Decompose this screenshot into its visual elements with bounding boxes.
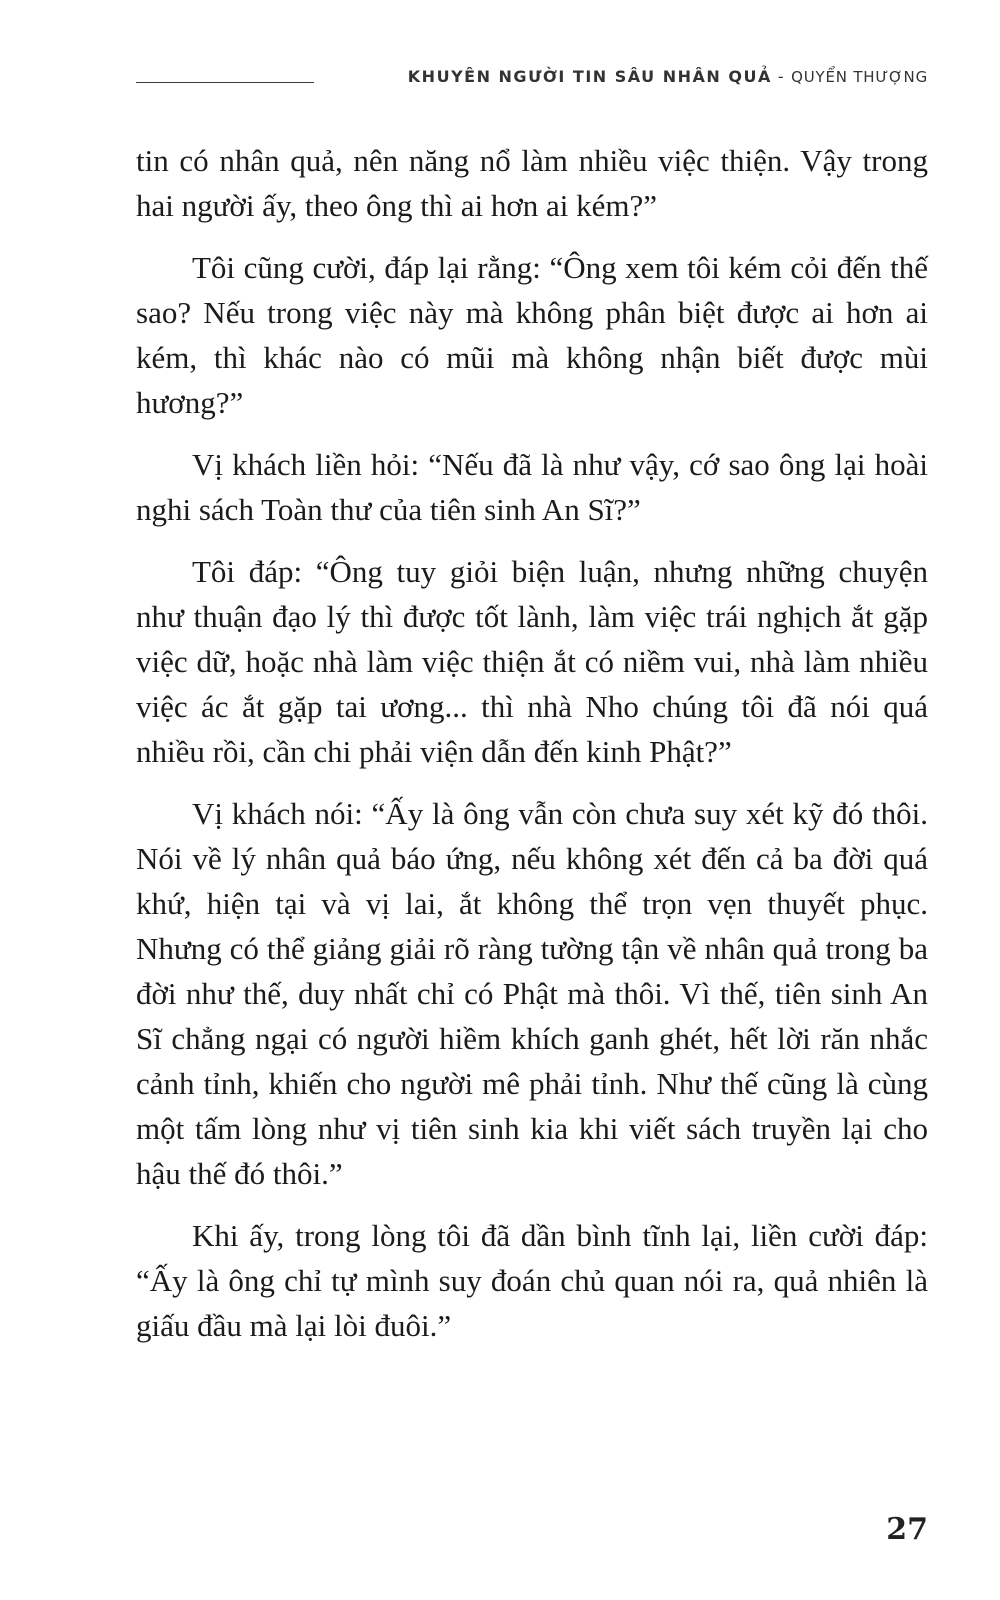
paragraph: tin có nhân quả, nên năng nổ làm nhiều việc thiện. Vậy trong hai người ấy, theo ông thì ai hơn ai kém?” <box>136 143 928 223</box>
body-text <box>136 138 928 1365</box>
paragraph: Vị khách liền hỏi: “Nếu đã là như vậy, cớ sao ông lại hoài nghi sách Toàn thư của tiên sinh An Sĩ?” <box>136 447 928 527</box>
paragraph: Vị khách nói: “Ấy là ông vẫn còn chưa suy xét kỹ đó thôi. Nói về lý nhân quả báo ứng, nếu không xét đến cả ba đời quá khứ, hiện tại và vị lai, ắt không thể trọn vẹn thuyết phục. Nhưng có thể giảng giải rõ ràng tường tận về nhân quả trong ba đời như thế, duy nhất chỉ có Phật mà thôi. Vì thế, tiên sinh An Sĩ chẳng ngại có người hiềm khích ganh ghét, hết lời răn nhắc cảnh tỉnh, khiến cho người mê phải tỉnh. Như thế cũng là cùng một tấm lòng như vị tiên sinh kia khi viết sách truyền lại cho hậu thế đó thôi.” <box>136 796 928 1191</box>
running-header <box>136 64 928 88</box>
paragraph: Tôi đáp: “Ông tuy giỏi biện luận, nhưng những chuyện như thuận đạo lý thì được tốt lành, làm việc trái nghịch ắt gặp việc dữ, hoặc nhà làm việc thiện ắt có niềm vui, nhà làm nhiều việc ác ắt gặp tai ương... thì nhà Nho chúng tôi đã nói quá nhiều rồi, cần chi phải viện dẫn đến kinh Phật?” <box>136 554 928 769</box>
header-separator: - <box>777 66 786 86</box>
paragraph: Tôi cũng cười, đáp lại rằng: “Ông xem tôi kém cỏi đến thế sao? Nếu trong việc này mà không phân biệt được ai hơn ai kém, thì khác nào có mũi mà không nhận biết được mùi hương?” <box>136 250 928 420</box>
header-rule <box>136 82 314 83</box>
paragraph: Khi ấy, trong lòng tôi đã dần bình tĩnh lại, liền cười đáp: “Ấy là ông chỉ tự mình suy đoán chủ quan nói ra, quả nhiên là giấu đầu mà lại lòi đuôi.” <box>136 1218 928 1343</box>
header-volume: QUYỂN THƯỢNG <box>791 67 928 86</box>
header-book-title: KHUYÊN NGƯỜI TIN SÂU NHÂN QUẢ <box>407 66 772 86</box>
header-text <box>408 67 928 86</box>
page-number: 27 <box>886 1512 928 1547</box>
